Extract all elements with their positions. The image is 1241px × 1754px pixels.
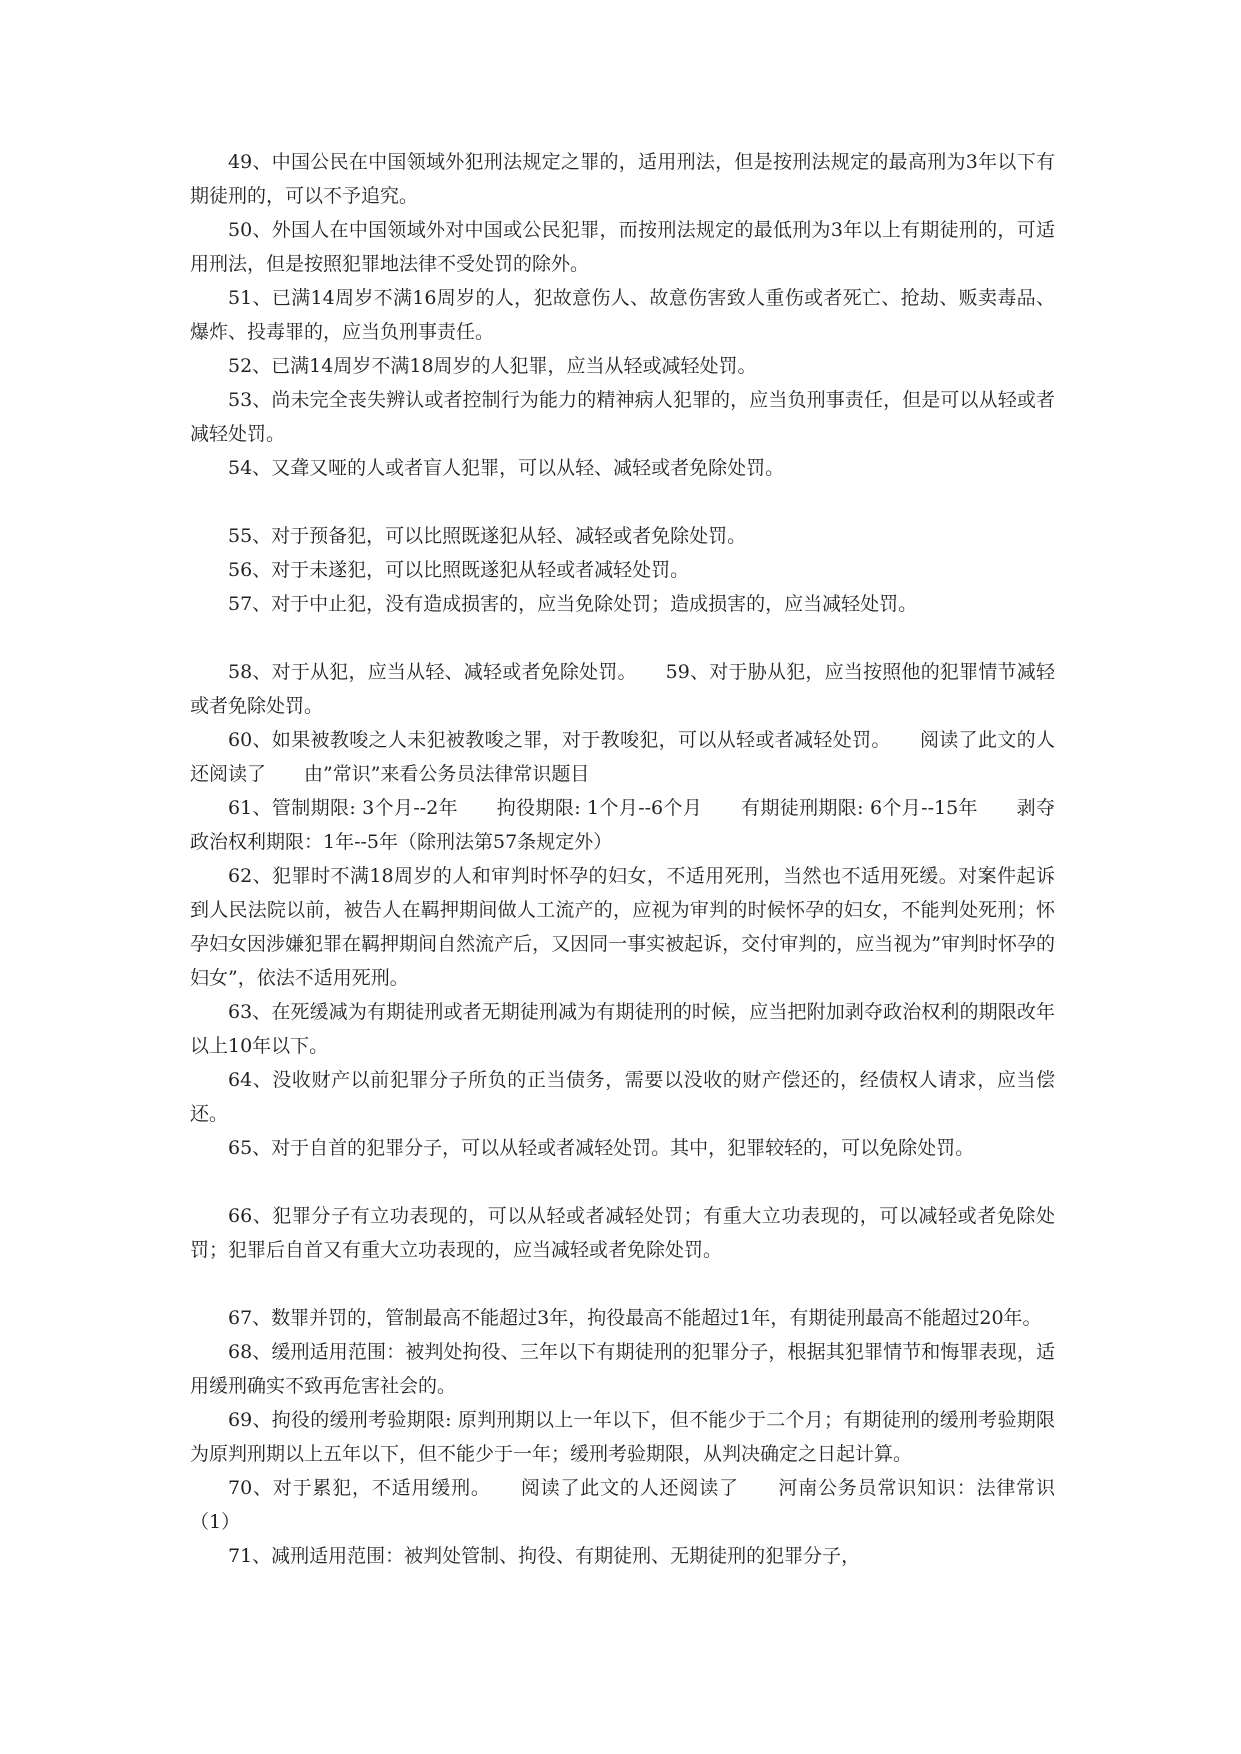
paragraph: 50、外国人在中国领域外对中国或公民犯罪，而按刑法规定的最低刑为3年以上有期徒刑的，可适用刑法，但是按照犯罪地法律不受处罚的除外。 <box>190 219 1055 275</box>
paragraph: 52、已满14周岁不满18周岁的人犯罪，应当从轻或减轻处罚。 <box>228 355 757 377</box>
paragraph: 57、对于中止犯，没有造成损害的，应当免除处罚；造成损害的，应当减轻处罚。 <box>228 593 918 615</box>
paragraph: 53、尚未完全丧失辨认或者控制行为能力的精神病人犯罪的，应当负刑事责任，但是可以从轻或者减轻处罚。 <box>190 389 1055 445</box>
paragraph: 56、对于未遂犯，可以比照既遂犯从轻或者减轻处罚。 <box>228 559 690 581</box>
document-page <box>190 145 1055 1573</box>
paragraph-gap <box>190 1165 1055 1199</box>
paragraph: 62、犯罪时不满18周岁的人和审判时怀孕的妇女，不适用死刑，当然也不适用死缓。对案件起诉到人民法院以前，被告人在羁押期间做人工流产的，应视为审判的时候怀孕的妇女，不能判处死刑；怀孕妇女因涉嫌犯罪在羁押期间自然流产后，又因同一事实被起诉，交付审判的，应当视为”审判时怀孕的妇女”，依法不适用死刑。 <box>190 865 1055 989</box>
paragraph: 54、又聋又哑的人或者盲人犯罪，可以从轻、减轻或者免除处罚。 <box>228 457 785 479</box>
paragraph: 71、减刑适用范围：被判处管制、拘役、有期徒刑、无期徒刑的犯罪分子， <box>228 1545 861 1567</box>
paragraph: 70、对于累犯，不适用缓刑。 阅读了此文的人还阅读了 河南公务员常识知识：法律常识（1） <box>190 1477 1055 1533</box>
paragraph: 65、对于自首的犯罪分子，可以从轻或者减轻处罚。其中，犯罪较轻的，可以免除处罚。 <box>228 1137 975 1159</box>
paragraph: 49、中国公民在中国领域外犯刑法规定之罪的，适用刑法，但是按刑法规定的最高刑为3年以下有期徒刑的，可以不予追究。 <box>190 151 1055 207</box>
paragraph: 55、对于预备犯，可以比照既遂犯从轻、减轻或者免除处罚。 <box>228 525 747 547</box>
paragraph: 63、在死缓减为有期徒刑或者无期徒刑减为有期徒刑的时候，应当把附加剥夺政治权利的期限改年以上10年以下。 <box>190 1001 1055 1057</box>
paragraph-gap <box>190 1267 1055 1301</box>
paragraph: 66、犯罪分子有立功表现的，可以从轻或者减轻处罚；有重大立功表现的，可以减轻或者免除处罚；犯罪后自首又有重大立功表现的，应当减轻或者免除处罚。 <box>190 1205 1055 1261</box>
paragraph: 61、管制期限: 3个月--2年 拘役期限: 1个月--6个月 有期徒刑期限: 6个月--15年 剥夺政治权利期限：1年--5年（除刑法第57条规定外） <box>190 797 1055 853</box>
paragraph: 60、如果被教唆之人未犯被教唆之罪，对于教唆犯，可以从轻或者减轻处罚。 阅读了此文的人还阅读了 由”常识”来看公务员法律常识题目 <box>190 729 1055 785</box>
paragraph: 67、数罪并罚的，管制最高不能超过3年，拘役最高不能超过1年，有期徒刑最高不能超过20年。 <box>228 1307 1042 1329</box>
paragraph: 51、已满14周岁不满16周岁的人，犯故意伤人、故意伤害致人重伤或者死亡、抢劫、贩卖毒品、爆炸、投毒罪的，应当负刑事责任。 <box>190 287 1055 343</box>
paragraph-gap <box>190 485 1055 519</box>
paragraph: 69、拘役的缓刑考验期限: 原判刑期以上一年以下，但不能少于二个月；有期徒刑的缓刑考验期限为原判刑期以上五年以下，但不能少于一年；缓刑考验期限，从判决确定之日起计算。 <box>190 1409 1055 1465</box>
paragraph: 58、对于从犯，应当从轻、减轻或者免除处罚。 59、对于胁从犯，应当按照他的犯罪情节减轻或者免除处罚。 <box>190 661 1055 717</box>
paragraph-gap <box>190 621 1055 655</box>
paragraph: 64、没收财产以前犯罪分子所负的正当债务，需要以没收的财产偿还的，经债权人请求，应当偿还。 <box>190 1069 1055 1125</box>
paragraph: 68、缓刑适用范围：被判处拘役、三年以下有期徒刑的犯罪分子，根据其犯罪情节和悔罪表现，适用缓刑确实不致再危害社会的。 <box>190 1341 1055 1397</box>
